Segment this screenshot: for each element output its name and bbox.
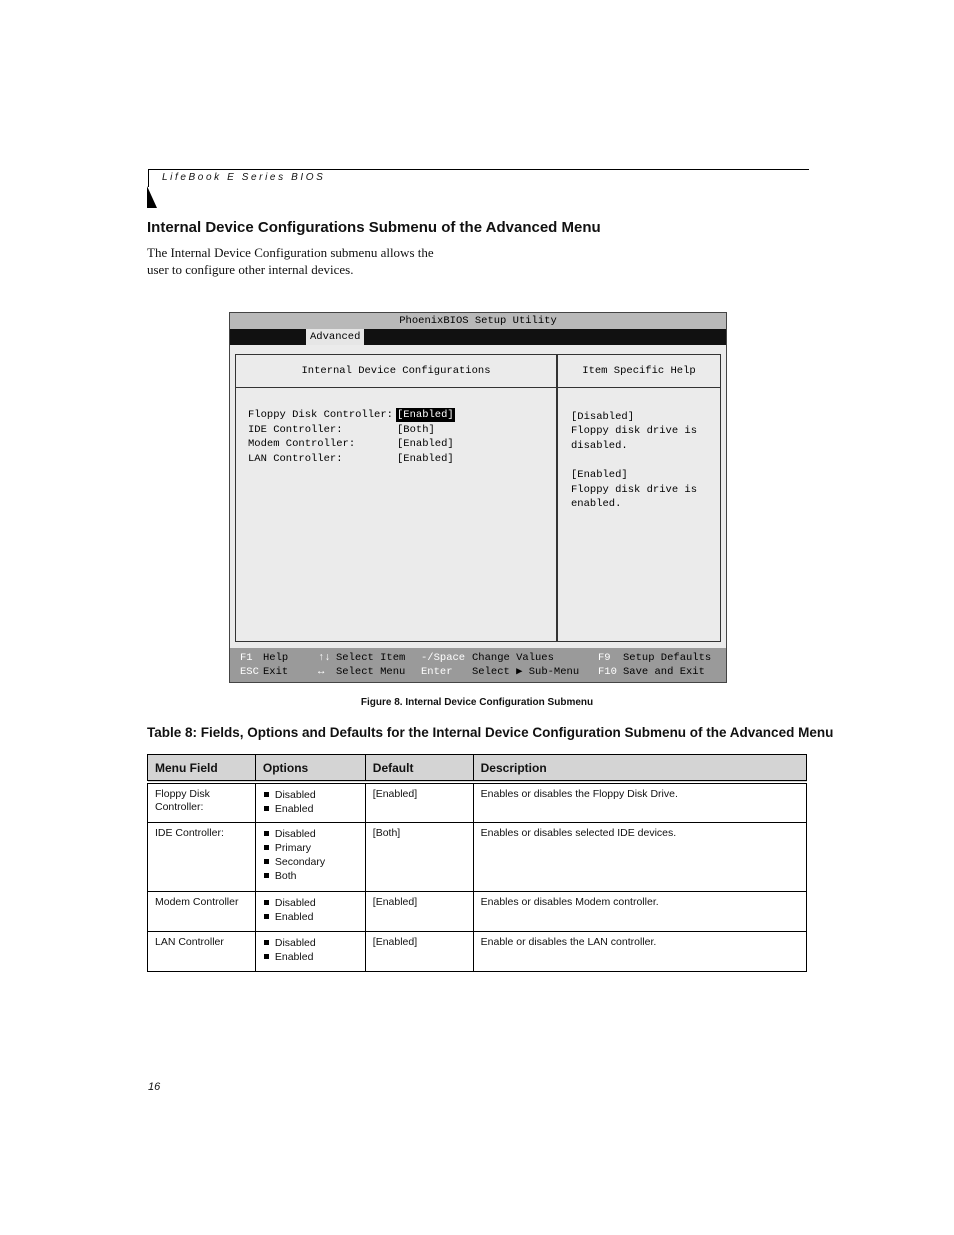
key-action-select-item: Select Item [336,652,406,664]
help-line: Floppy disk drive is [571,425,698,437]
cell-default: [Enabled] [365,892,473,932]
intro-line-1: The Internal Device Configuration submenu allows the [147,245,434,260]
table-row [148,932,807,972]
page-number: 16 [148,1081,161,1093]
cell-options [255,892,365,932]
square-bullet-icon [264,831,269,836]
square-bullet-icon [264,845,269,850]
menu-field-line: Controller: [155,801,204,813]
key-f10[interactable]: F10 [598,666,617,678]
settings-panel-title: Internal Device Configurations [236,355,556,388]
column-header-description: Description [473,755,806,783]
option-item: Enabled [263,950,358,964]
running-header-mark [147,186,157,208]
table-row [148,823,807,892]
field-value[interactable]: [Enabled] [397,409,454,421]
help-panel [557,354,721,642]
key-action-save-and-exit: Save and Exit [623,666,705,678]
bios-screen [229,312,727,683]
cell-default: [Enabled] [365,782,473,823]
key-action-select-menu: Select Menu [336,666,406,678]
table-header-row [148,755,807,783]
field-floppy-disk-controller[interactable] [248,408,454,422]
section-heading: Internal Device Configurations Submenu of the Advanced Menu [147,219,601,236]
bios-menubar [230,329,726,345]
column-header-default: Default [365,755,473,783]
cell-default: [Both] [365,823,473,892]
table-row [148,782,807,823]
key-f1[interactable]: F1 [240,652,253,664]
option-item: Both [263,869,358,883]
running-header-vertical-rule [148,169,149,187]
key-minus-space[interactable]: -/Space [421,652,466,664]
tab-advanced[interactable]: Advanced [306,329,364,345]
option-item: Primary [263,841,358,855]
square-bullet-icon [264,873,269,878]
option-item: Disabled [263,936,358,950]
options-table [147,754,807,972]
help-line: disabled. [571,440,628,452]
field-label: Modem Controller: [248,438,356,450]
key-action-change-values: Change Values [472,652,554,664]
cell-description: Enables or disables selected IDE devices. [473,823,806,892]
field-value[interactable]: [Both] [397,424,435,436]
key-action-help: Help [263,652,289,664]
table-row [148,892,807,932]
field-ide-controller[interactable] [248,423,435,437]
key-esc[interactable]: ESC [240,666,259,678]
option-item: Enabled [263,802,358,816]
field-label: LAN Controller: [248,453,343,465]
field-value[interactable]: [Enabled] [397,438,454,450]
table-caption: Table 8: Fields, Options and Defaults for the Internal Device Configuration Submenu of the Advanced Menu [147,725,834,740]
figure-caption: Figure 8. Internal Device Configuration Submenu [360,697,594,708]
square-bullet-icon [264,940,269,945]
key-action-setup-defaults: Setup Defaults [623,652,712,664]
bios-status-bar [230,648,726,682]
square-bullet-icon [264,954,269,959]
column-header-menu-field: Menu Field [148,755,256,783]
option-item: Enabled [263,910,358,924]
field-lan-controller[interactable] [248,452,454,466]
cell-description: Enables or disables Modem controller. [473,892,806,932]
square-bullet-icon [264,914,269,919]
key-f9[interactable]: F9 [598,652,611,664]
key-action-exit: Exit [263,666,289,678]
square-bullet-icon [264,806,269,811]
running-header-rule [148,169,809,170]
running-header-title: LifeBook E Series BIOS [162,172,326,183]
square-bullet-icon [264,900,269,905]
cell-options [255,932,365,972]
cell-default: [Enabled] [365,932,473,972]
key-action-select-submenu: Select ▶ Sub-Menu [472,666,580,678]
square-bullet-icon [264,859,269,864]
square-bullet-icon [264,792,269,797]
field-modem-controller[interactable] [248,437,454,451]
option-item: Disabled [263,788,358,802]
cell-menu-field: LAN Controller [148,932,256,972]
option-item: Secondary [263,855,358,869]
arrows-updown-icon[interactable]: ↑↓ [318,652,331,664]
option-item: Disabled [263,896,358,910]
help-line: [Disabled] [571,411,635,423]
bios-title: PhoenixBIOS Setup Utility [230,313,726,329]
field-label: Floppy Disk Controller: [248,409,393,421]
cell-options [255,782,365,823]
cell-menu-field: IDE Controller: [148,823,256,892]
help-line: [Enabled] [571,469,628,481]
field-value[interactable]: [Enabled] [397,453,454,465]
intro-paragraph [147,244,477,278]
arrows-leftright-icon[interactable]: ↔ [318,666,325,678]
settings-panel [235,354,557,642]
help-line: enabled. [571,498,622,510]
cell-menu-field: Modem Controller [148,892,256,932]
field-label: IDE Controller: [248,424,343,436]
intro-line-2: user to configure other internal devices. [147,262,354,277]
option-item: Disabled [263,827,358,841]
cell-menu-field [148,782,256,823]
cell-description: Enables or disables the Floppy Disk Drive. [473,782,806,823]
cell-options [255,823,365,892]
key-enter[interactable]: Enter [421,666,453,678]
help-line: Floppy disk drive is [571,484,698,496]
menu-field-line: Floppy Disk [155,788,210,800]
column-header-options: Options [255,755,365,783]
cell-description: Enable or disables the LAN controller. [473,932,806,972]
help-panel-title: Item Specific Help [558,355,720,388]
